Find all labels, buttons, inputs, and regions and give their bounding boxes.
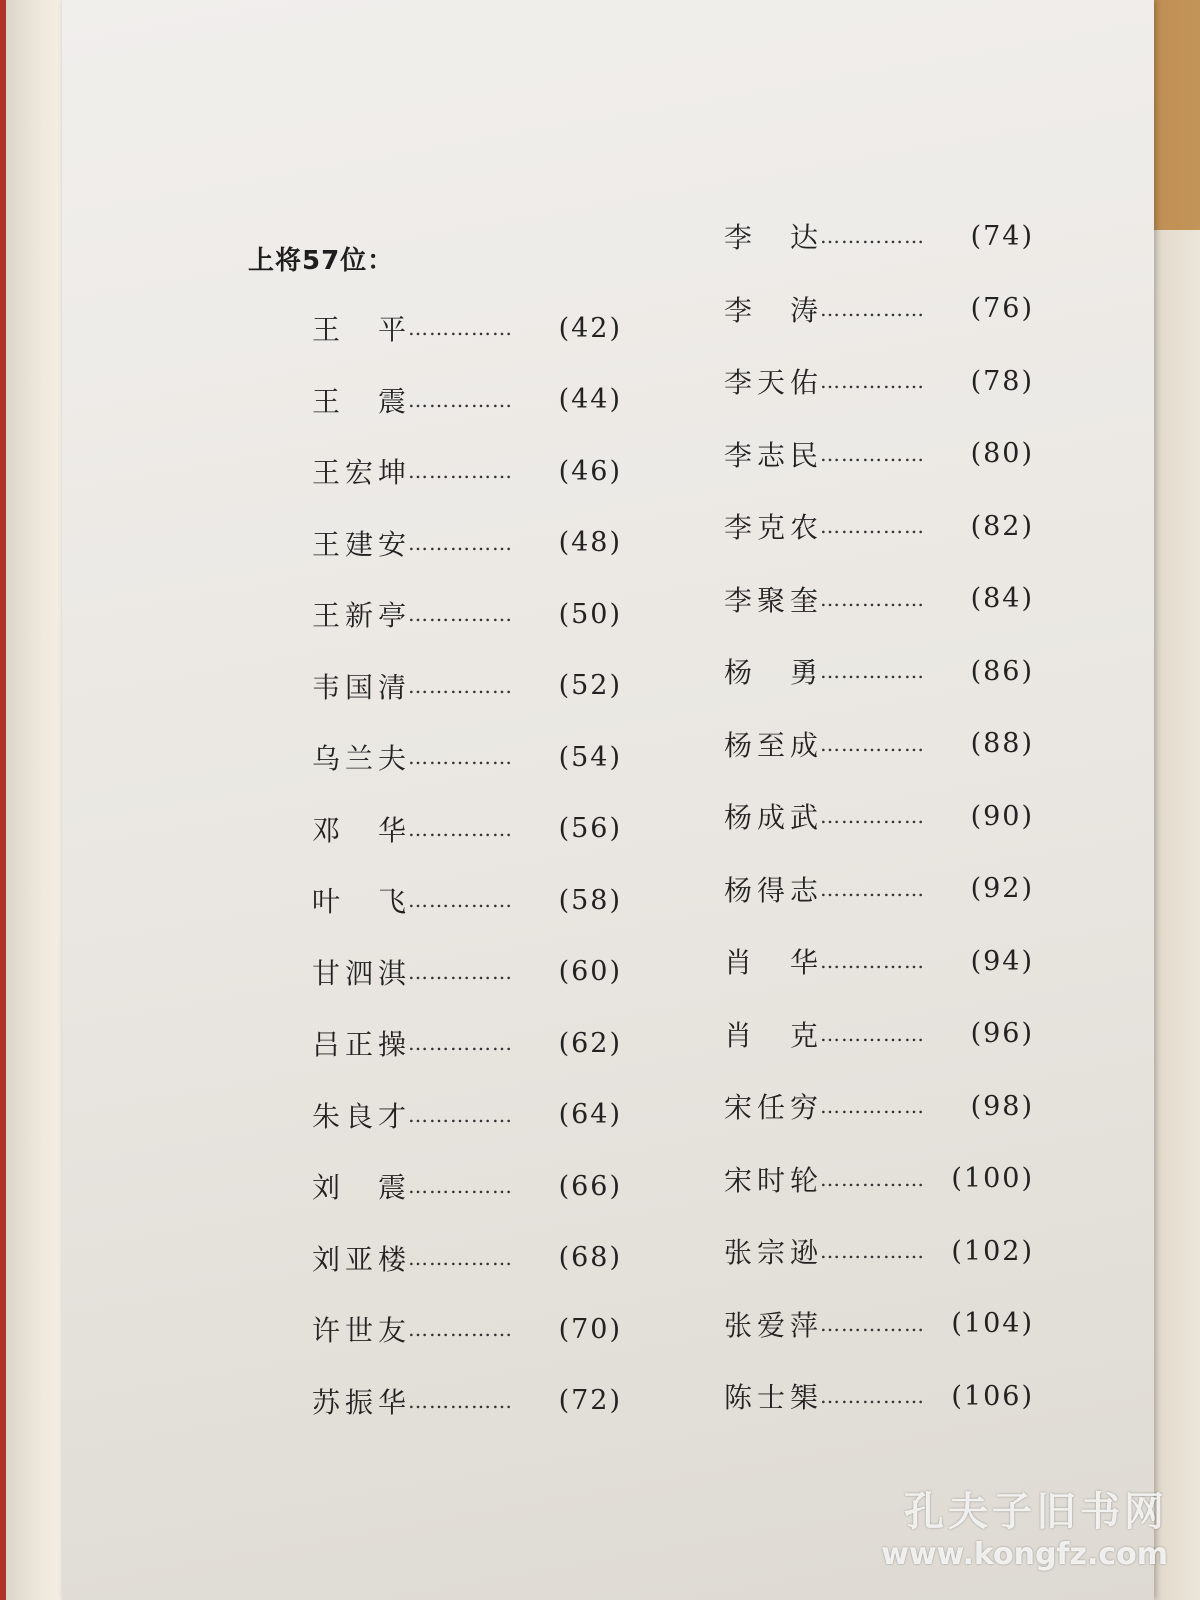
toc-page-number: (48) [558, 527, 622, 558]
book-back-cover [0, 0, 70, 1600]
toc-entry [312, 666, 622, 706]
toc-leader-dots: …………… [408, 316, 513, 340]
toc-entry [724, 361, 1034, 401]
toc-entry-name: 张爱萍 [724, 1308, 820, 1342]
toc-page-number: (54) [558, 741, 622, 773]
toc-entry-name: 宋任穷 [724, 1091, 820, 1124]
toc-leader-dots: …………… [820, 1094, 925, 1118]
toc-page-number: (58) [558, 884, 622, 916]
toc-entry [724, 289, 1034, 329]
toc-page-number: (90) [970, 800, 1034, 832]
toc-entry [724, 724, 1034, 764]
toc-entry-name: 甘泗淇 [312, 956, 408, 990]
toc-entry-name: 刘亚楼 [312, 1242, 408, 1276]
toc-entry-name: 李克农 [724, 511, 820, 544]
toc-entry [724, 434, 1034, 474]
toc-page-number: (92) [970, 873, 1034, 904]
toc-page-number: (66) [558, 1170, 622, 1202]
toc-page-number: (46) [558, 455, 622, 487]
toc-leader-dots: …………… [408, 1031, 513, 1055]
toc-page-number: (104) [951, 1308, 1034, 1339]
toc-leader-dots: …………… [820, 296, 925, 321]
watermark-url: www.kongfz.com [881, 1537, 1168, 1572]
toc-leader-dots: …………… [408, 459, 513, 483]
toc-entry [312, 594, 622, 634]
toc-page-number: (98) [970, 1090, 1034, 1122]
toc-leader-dots: …………… [408, 530, 513, 555]
toc-entry [312, 523, 622, 563]
toc-leader-dots: …………… [820, 1384, 925, 1408]
toc-leader-dots: …………… [820, 659, 925, 683]
toc-leader-dots: …………… [408, 673, 513, 698]
toc-page-number: (64) [558, 1099, 622, 1130]
toc-entry-name: 王 平 [312, 313, 408, 346]
toc-page-number: (106) [951, 1380, 1034, 1412]
toc-leader-dots: …………… [408, 1174, 513, 1198]
toc-leader-dots: …………… [408, 816, 513, 841]
toc-entry-name: 肖 克 [724, 1018, 820, 1052]
toc-entry [724, 651, 1034, 691]
toc-entry [724, 1086, 1034, 1126]
toc-leader-dots: …………… [820, 586, 925, 611]
toc-entry [724, 1159, 1034, 1199]
toc-leader-dots: …………… [820, 876, 925, 901]
toc-entry [724, 216, 1034, 256]
toc-page-number: (74) [970, 220, 1034, 252]
toc-leader-dots: …………… [820, 1239, 925, 1263]
toc-page-number: (60) [558, 956, 622, 987]
toc-leader-dots: …………… [408, 1388, 513, 1413]
toc-leader-dots: …………… [820, 441, 925, 466]
toc-entry-name: 王宏坤 [312, 456, 408, 489]
toc-entry [312, 809, 622, 849]
toc-leader-dots: …………… [408, 1317, 513, 1341]
toc-entry-name: 王新亭 [312, 599, 408, 632]
toc-leader-dots: …………… [408, 959, 513, 984]
toc-page-number: (76) [970, 293, 1034, 324]
book-page [62, 0, 1154, 1600]
section-title: 上将57位： [248, 246, 395, 276]
toc-leader-dots: …………… [820, 1166, 925, 1191]
toc-page-number: (68) [558, 1242, 622, 1273]
toc-entry [312, 1381, 622, 1421]
toc-entry-name: 吕正操 [312, 1028, 408, 1061]
toc-page-number: (102) [951, 1235, 1034, 1267]
toc-leader-dots: …………… [408, 745, 513, 769]
toc-leader-dots: …………… [408, 387, 513, 412]
toc-leader-dots: …………… [408, 1245, 513, 1270]
toc-entry [312, 1023, 622, 1063]
toc-entry-name: 王 震 [312, 384, 408, 418]
toc-entry [724, 1376, 1034, 1416]
toc-page-number: (88) [970, 728, 1034, 759]
toc-entry [312, 880, 622, 920]
toc-entry-name: 杨得志 [724, 873, 820, 907]
toc-entry [724, 1304, 1034, 1344]
toc-entry [312, 737, 622, 777]
toc-page-number: (78) [970, 365, 1034, 397]
toc-page-number: (62) [558, 1027, 622, 1059]
toc-leader-dots: …………… [408, 888, 513, 912]
toc-page-number: (100) [951, 1163, 1034, 1194]
toc-leader-dots: …………… [820, 949, 925, 973]
toc-page-number: (42) [558, 312, 622, 344]
toc-entry-name: 宋时轮 [724, 1163, 820, 1197]
toc-entry [724, 1231, 1034, 1271]
toc-entry-name: 王建安 [312, 527, 408, 561]
toc-page-number: (44) [558, 384, 622, 415]
toc-page-number: (82) [970, 510, 1034, 542]
toc-entry [312, 451, 622, 491]
watermark-site-name: 孔夫子旧书网 [904, 1489, 1168, 1535]
toc-page-number: (72) [558, 1385, 622, 1416]
toc-leader-dots: …………… [820, 731, 925, 756]
toc-entry [312, 952, 622, 992]
toc-entry-name: 刘 震 [312, 1171, 408, 1204]
toc-leader-dots: …………… [820, 1311, 925, 1336]
toc-entry [312, 308, 622, 348]
toc-entry-name: 李志民 [724, 438, 820, 472]
toc-page-number: (52) [558, 670, 622, 701]
toc-page-number: (70) [558, 1313, 622, 1345]
toc-leader-dots: …………… [820, 804, 925, 828]
toc-entry-name: 李 涛 [724, 293, 820, 327]
toc-entry-name: 苏振华 [312, 1385, 408, 1419]
toc-leader-dots: …………… [820, 369, 925, 393]
toc-entry-name: 陈士榘 [724, 1381, 820, 1414]
toc-entry-name: 韦国清 [312, 670, 408, 704]
site-watermark [881, 1480, 1168, 1572]
toc-page-number: (84) [970, 583, 1034, 614]
toc-entry [724, 796, 1034, 836]
toc-entry-name: 李天佑 [724, 366, 820, 399]
toc-entry [312, 1095, 622, 1135]
toc-entry [724, 1014, 1034, 1054]
toc-entry [312, 380, 622, 420]
toc-entry-name: 杨 勇 [724, 656, 820, 689]
toc-page-number: (86) [970, 655, 1034, 687]
toc-page-number: (96) [970, 1018, 1034, 1049]
toc-entry [724, 506, 1034, 546]
toc-entry-name: 叶 飞 [312, 885, 408, 918]
toc-entry [312, 1309, 622, 1349]
toc-entry-name: 李聚奎 [724, 583, 820, 617]
toc-page-number: (50) [558, 598, 622, 630]
toc-entry [724, 579, 1034, 619]
toc-entry-name: 邓 华 [312, 813, 408, 847]
toc-leader-dots: …………… [820, 514, 925, 538]
toc-leader-dots: …………… [408, 1102, 513, 1127]
toc-entry [312, 1166, 622, 1206]
toc-leader-dots: …………… [408, 602, 513, 626]
toc-entry-name: 朱良才 [312, 1099, 408, 1133]
book-spine-edge [0, 0, 6, 1600]
toc-entry-name: 李 达 [724, 221, 820, 254]
toc-leader-dots: …………… [820, 224, 925, 248]
toc-page-number: (56) [558, 813, 622, 844]
toc-entry-name: 肖 华 [724, 946, 820, 979]
toc-entry [724, 869, 1034, 909]
toc-page-number: (80) [970, 438, 1034, 469]
toc-entry-name: 杨至成 [724, 728, 820, 762]
toc-entry-name: 许世友 [312, 1314, 408, 1347]
toc-entry [724, 941, 1034, 981]
toc-leader-dots: …………… [820, 1021, 925, 1046]
toc-entry [312, 1238, 622, 1278]
toc-page-number: (94) [970, 945, 1034, 977]
toc-entry-name: 杨成武 [724, 801, 820, 834]
toc-entry-name: 张宗逊 [724, 1236, 820, 1269]
toc-entry-name: 乌兰夫 [312, 742, 408, 775]
